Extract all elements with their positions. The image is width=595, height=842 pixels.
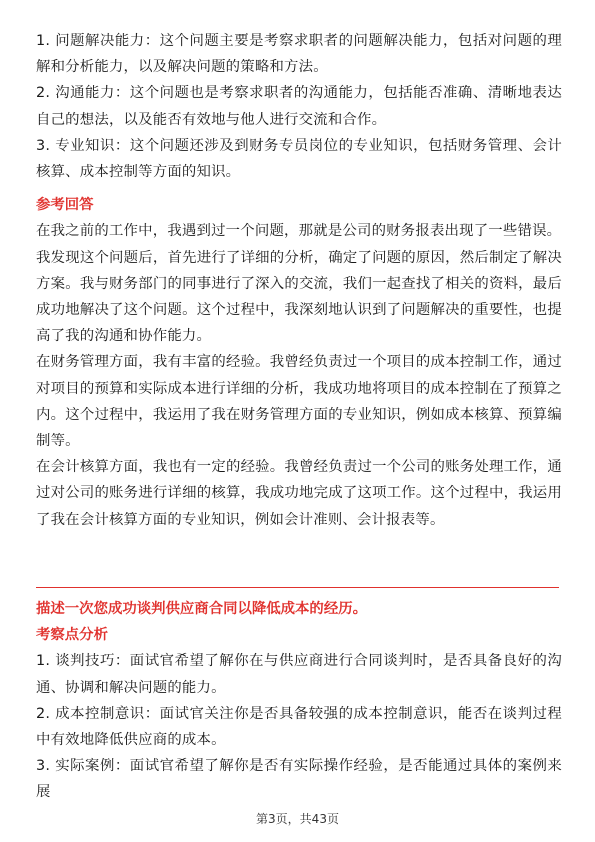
analysis-point: 3. 实际案例：面试官希望了解你是否有实际操作经验，是否能通过具体的案例来展	[36, 758, 562, 801]
analysis-heading: 考察点分析	[36, 627, 108, 644]
analysis-point: 2. 成本控制意识：面试官关注你是否具备较强的成本控制意识，能否在谈判过程中有效地降低供应商的成本。	[36, 705, 562, 749]
answer-paragraph: 在财务管理方面，我有丰富的经验。我曾经负责过一个项目的成本控制工作，通过对项目的预算和实际成本进行详细的分析，我成功地将项目的成本控制在了预算之内。这个过程中，我运用了我在财务管理方面的专业知识，例如成本核算、预算编制等。	[36, 354, 562, 450]
section-divider	[36, 587, 559, 588]
answer-paragraph: 在会计核算方面，我也有一定的经验。我曾经负责过一个公司的账务处理工作，通过对公司的账务进行详细的核算，我成功地完成了这项工作。这个过程中，我运用了我在会计核算方面的专业知识，例如会计准则、会计报表等。	[36, 459, 562, 528]
page-number: 第3页，共43页	[256, 812, 339, 826]
page-content	[36, 28, 562, 533]
analysis-point: 1. 问题解决能力：这个问题主要是考察求职者的问题解决能力，包括对问题的理解和分析能力，以及解决问题的策略和方法。	[36, 33, 562, 76]
answer-paragraph: 在我之前的工作中，我遇到过一个问题，那就是公司的财务报表出现了一些错误。	[36, 223, 562, 240]
analysis-point: 2. 沟通能力：这个问题也是考察求职者的沟通能力，包括能否准确、清晰地表达自己的想法，以及能否有效地与他人进行交流和合作。	[36, 85, 562, 128]
reference-answer-heading: 参考回答	[36, 197, 94, 214]
answer-paragraph: 我发现这个问题后，首先进行了详细的分析，确定了问题的原因，然后制定了解决方案。我与财务部门的同事进行了深入的交流，我们一起查找了相关的资料，最后成功地解决了这个问题。这个过程中，我深刻地认识到了问题解决的重要性，也提高了我的沟通和协作能力。	[36, 249, 562, 345]
question-title: 描述一次您成功谈判供应商合同以降低成本的经历。	[36, 601, 367, 617]
question-analysis-points	[36, 648, 562, 805]
analysis-points	[36, 28, 562, 185]
reference-answer	[36, 218, 562, 532]
next-question-section	[36, 596, 562, 806]
analysis-point: 3. 专业知识：这个问题还涉及到财务专员岗位的专业知识，包括财务管理、会计核算、成本控制等方面的知识。	[36, 137, 562, 181]
analysis-point: 1. 谈判技巧：面试官希望了解你在与供应商进行合同谈判时，是否具备良好的沟通、协调和解决问题的能力。	[36, 653, 562, 696]
